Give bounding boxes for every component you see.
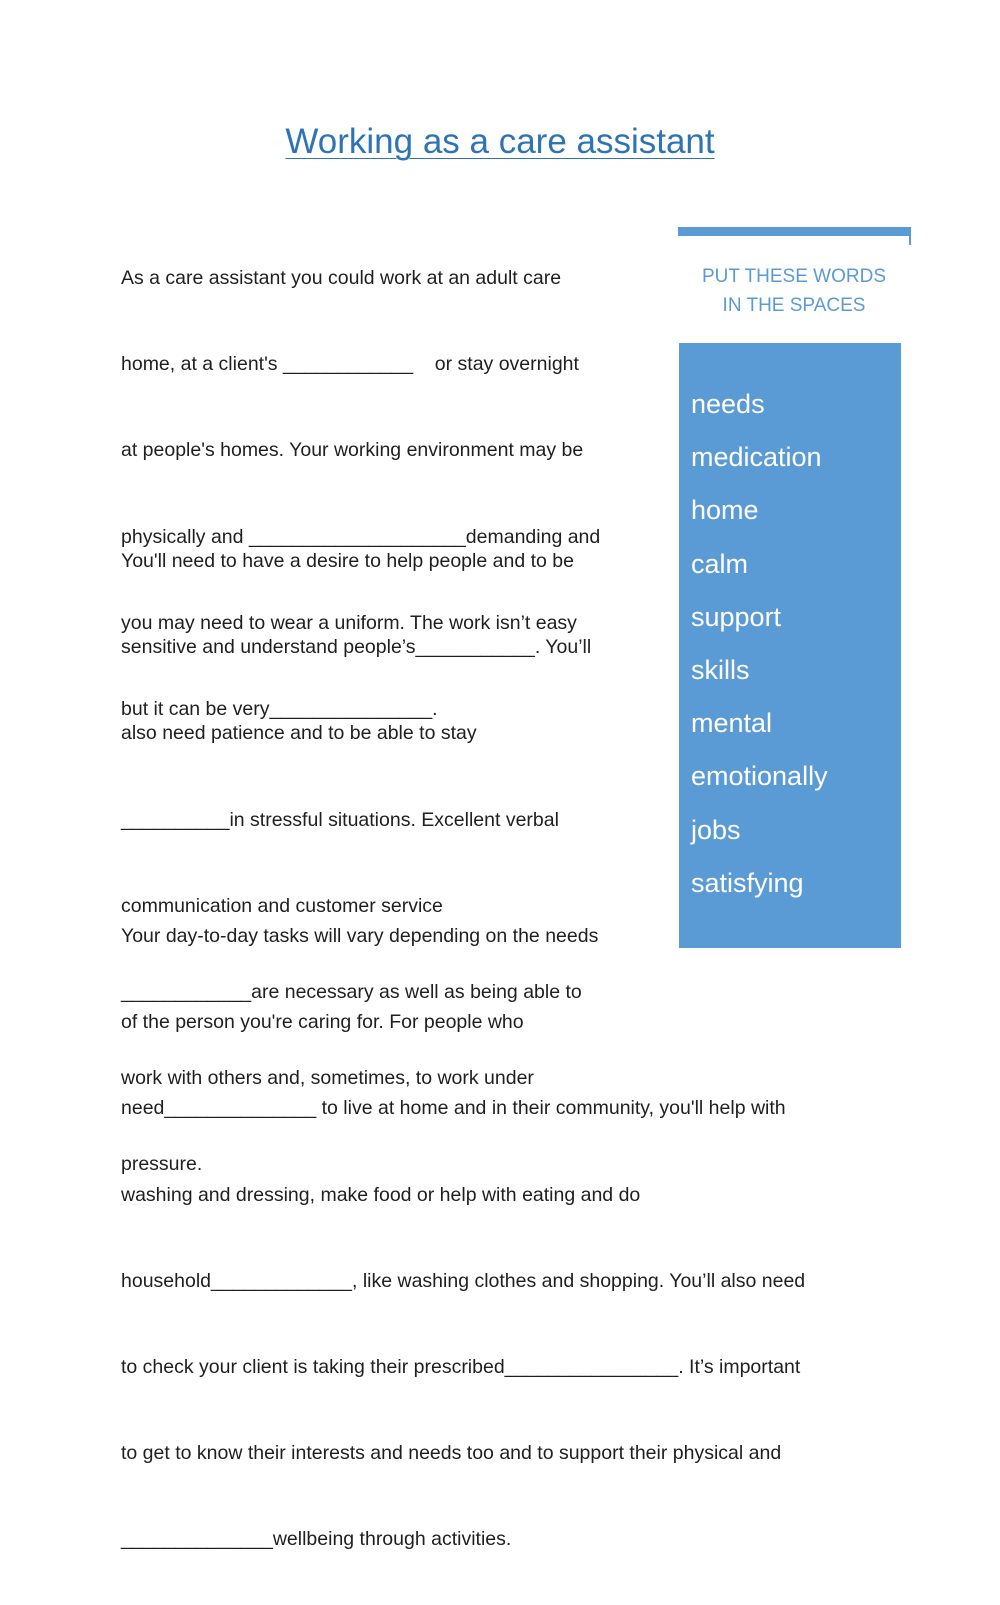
word-item: needs: [691, 389, 765, 419]
word-box-top-bar: [678, 227, 911, 236]
word-item: calm: [691, 548, 749, 579]
word-item: home: [691, 495, 759, 526]
paragraph-3: [121, 872, 805, 1605]
text-line: physically and ____________________demanding and: [121, 525, 601, 548]
page-title: [0, 122, 1000, 162]
text-line: ______________wellbeing through activities.: [121, 1528, 512, 1551]
text-line: You'll need to have a desire to help people and to be: [121, 550, 574, 573]
text-line: to get to know their interests and needs too and to support their physical and: [121, 1442, 782, 1465]
text-line: of the person you're caring for. For people who: [121, 1011, 524, 1034]
word-item: satisfying: [691, 867, 804, 898]
word-box-heading-line: PUT THESE WORDS: [701, 266, 887, 287]
word-box-heading-line: IN THE SPACES: [722, 295, 866, 316]
text-line: communication and customer service: [121, 894, 443, 917]
word-item: jobs: [691, 814, 741, 845]
text-line: to check your client is taking their prescribed________________. It’s important: [121, 1356, 801, 1379]
text-line: home, at a client's ____________ or stay overnight: [121, 353, 579, 376]
text-line: ____________are necessary as well as being able to: [121, 981, 582, 1004]
word-list: [679, 343, 901, 910]
word-item: medication: [691, 442, 822, 473]
text-line: work with others and, sometimes, to work under: [121, 1067, 534, 1090]
text-line: you may need to wear a uniform. The work isn’t easy: [121, 611, 577, 634]
word-box-heading: [678, 262, 910, 320]
text-line: washing and dressing, make food or help with eating and do: [121, 1183, 641, 1206]
page-title-text: Working as a care assistant: [285, 122, 715, 161]
text-line: also need patience and to be able to stay: [121, 722, 477, 745]
text-line: but it can be very_______________.: [121, 698, 438, 721]
word-bank: [679, 343, 901, 948]
word-item: mental: [691, 708, 773, 739]
word-item: support: [691, 601, 782, 632]
word-box-top-bar-tick: [909, 227, 911, 245]
text-line: pressure.: [121, 1153, 203, 1176]
word-item: skills: [691, 655, 750, 686]
text-line: As a care assistant you could work at an adult care: [121, 267, 562, 290]
word-item: emotionally: [691, 761, 828, 792]
text-line: Your day-to-day tasks will vary depending on the needs: [121, 925, 599, 948]
text-line: at people's homes. Your working environment may be: [121, 439, 584, 462]
text-line: __________in stressful situations. Excellent verbal: [121, 808, 559, 831]
text-line: sensitive and understand people’s___________. You’ll: [121, 636, 592, 659]
text-line: need______________ to live at home and in their community, you'll help with: [121, 1097, 786, 1120]
text-line: household_____________, like washing clothes and shopping. You’ll also need: [121, 1269, 806, 1292]
